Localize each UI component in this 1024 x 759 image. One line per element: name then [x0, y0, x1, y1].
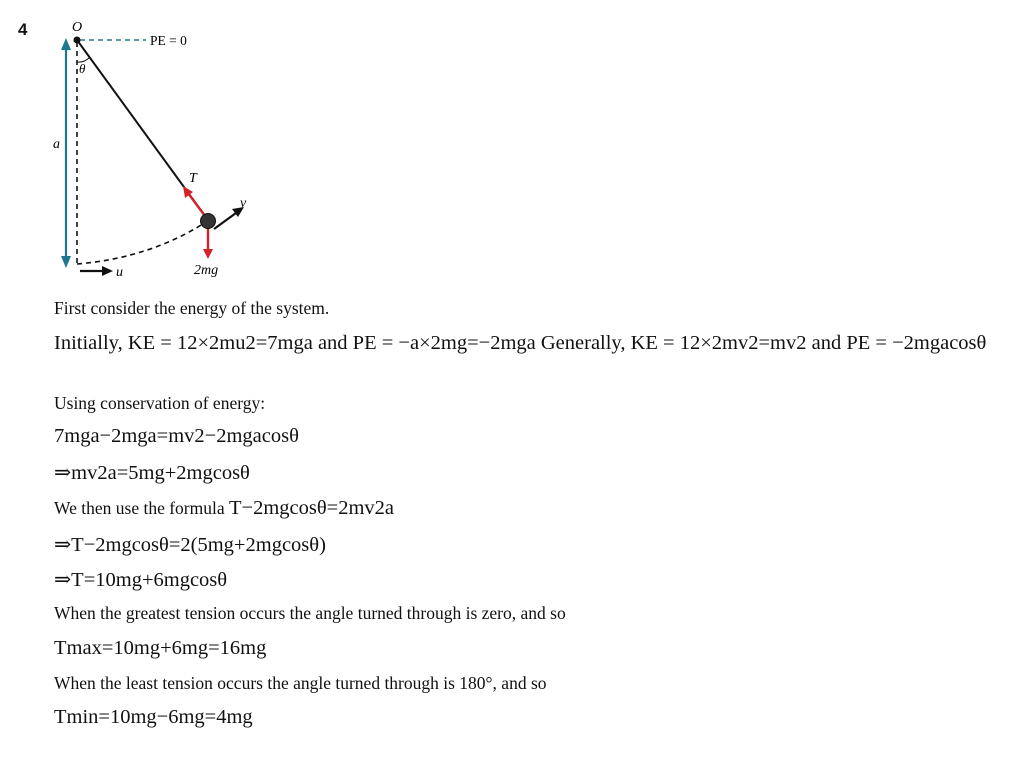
- bob-path-arc: [77, 222, 206, 264]
- velocity-v-label: v: [240, 196, 247, 211]
- equation-mv2a: ⇒mv2a=5mg+2mgcosθ: [54, 462, 250, 484]
- equation-tmax: Tmax=10mg+6mg=16mg: [54, 637, 267, 659]
- question-number: 4: [18, 20, 28, 39]
- equation-tension: ⇒T=10mg+6mgcosθ: [54, 569, 228, 591]
- theta-label: θ: [79, 61, 86, 76]
- text-initial-energy: Initially, KE = 12×2mu2=7mga and PE = −a×2mg=−2mga Generally, KE = 12×2mv2=mv2 and PE = −2mgacosθ: [54, 332, 987, 354]
- pendulum-bob: [201, 214, 216, 229]
- text-conservation: Using conservation of energy:: [54, 393, 266, 413]
- weight-label: 2mg: [194, 263, 219, 278]
- text-formula-intro: We then use the formula: [54, 498, 229, 518]
- tension-arrow: [188, 193, 205, 216]
- equation-tension-formula: T−2mgcosθ=2mv2a: [229, 497, 395, 519]
- equation-tmin: Tmin=10mg−6mg=4mg: [54, 706, 253, 728]
- pendulum-diagram: [40, 12, 280, 284]
- pe-zero-label: PE = 0: [150, 33, 187, 48]
- length-a-label: a: [53, 137, 60, 152]
- pivot-point: [74, 37, 81, 44]
- text-greatest-tension: When the greatest tension occurs the angle turned through is zero, and so: [54, 603, 566, 623]
- equation-energy: 7mga−2mga=mv2−2mgacosθ: [54, 425, 299, 447]
- text-least-tension: When the least tension occurs the angle turned through is 180°, and so: [54, 673, 547, 693]
- text-formula: [54, 497, 394, 520]
- velocity-u-label: u: [116, 265, 123, 280]
- pivot-label: O: [72, 20, 83, 35]
- tension-label: T: [189, 171, 197, 186]
- velocity-v-arrow: [214, 213, 236, 229]
- text-energy-intro: First consider the energy of the system.: [54, 298, 330, 318]
- equation-substitution: ⇒T−2mgcosθ=2(5mg+2mgcosθ): [54, 534, 326, 556]
